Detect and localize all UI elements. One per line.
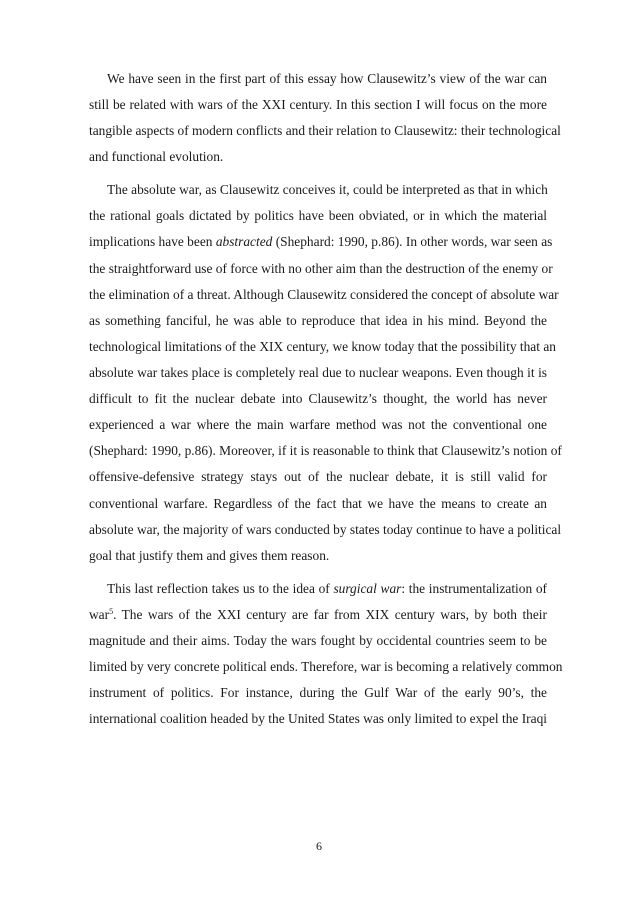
text-line: (Shephard: 1990, p.86). Moreover, if it is reasonable to think that Clausewitz’s notion of — [89, 443, 562, 458]
text-line: conventional warfare. Regardless of the fact that we have the means to create an — [89, 496, 547, 511]
text-line: the rational goals dictated by politics have been obviated, or in which the material — [89, 208, 547, 223]
text-line: absolute war, the majority of wars conducted by states today continue to have a political — [89, 522, 562, 537]
text-line: as something fanciful, he was able to reproduce that idea in his mind. Beyond the — [89, 313, 547, 328]
footnote-marker: 5 — [109, 607, 114, 616]
text-line: The absolute war, as Clausewitz conceives it, could be interpreted as that in which — [107, 182, 548, 197]
text-line: offensive-defensive strategy stays out of the nuclear debate, it is still valid for — [89, 469, 547, 484]
text-segment: : the instrumentalization of — [401, 581, 547, 596]
text-line — [107, 581, 547, 597]
emphasized-term: surgical war — [333, 581, 402, 596]
text-line: the straightforward use of force with no other aim than the destruction of the enemy or — [89, 261, 553, 276]
text-line: We have seen in the first part of this essay how Clausewitz’s view of the war can — [107, 71, 547, 86]
text-line: experienced a war where the main warfare method was not the conventional one — [89, 417, 547, 432]
text-line: tangible aspects of modern conflicts and their relation to Clausewitz: their technological — [89, 123, 561, 138]
text-segment: . The wars of the XXI century are far from XIX century wars, by both their — [113, 607, 547, 622]
text-segment: This last reflection takes us to the idea of — [107, 581, 334, 596]
text-segment: (Shephard: 1990, p.86). In other words, war seen as — [272, 234, 553, 249]
text-line: limited by very concrete political ends. Therefore, war is becoming a relatively common — [89, 659, 563, 674]
page-number: 6 — [316, 839, 322, 853]
text-line: magnitude and their aims. Today the wars fought by occidental countries seem to be — [89, 633, 547, 648]
text-line — [89, 607, 547, 623]
text-line: absolute war takes place is completely real due to nuclear weapons. Even though it is — [89, 365, 547, 380]
text-line: international coalition headed by the United States was only limited to expel the Iraqi — [89, 711, 547, 726]
text-line: technological limitations of the XIX century, we know today that the possibility that an — [89, 339, 556, 354]
text-line: the elimination of a threat. Although Clausewitz considered the concept of absolute war — [89, 287, 559, 302]
text-line: goal that justify them and gives them reason. — [89, 548, 330, 563]
text-line: difficult to fit the nuclear debate into Clausewitz’s thought, the world has never — [89, 391, 547, 406]
text-segment: implications have been — [89, 234, 216, 249]
text-segment: war — [89, 607, 110, 622]
emphasized-term: abstracted — [215, 234, 273, 249]
text-line: and functional evolution. — [89, 149, 224, 164]
text-line: instrument of politics. For instance, during the Gulf War of the early 90’s, the — [89, 685, 547, 700]
text-line: still be related with wars of the XXI century. In this section I will focus on the more — [89, 97, 547, 112]
text-line — [89, 234, 553, 250]
